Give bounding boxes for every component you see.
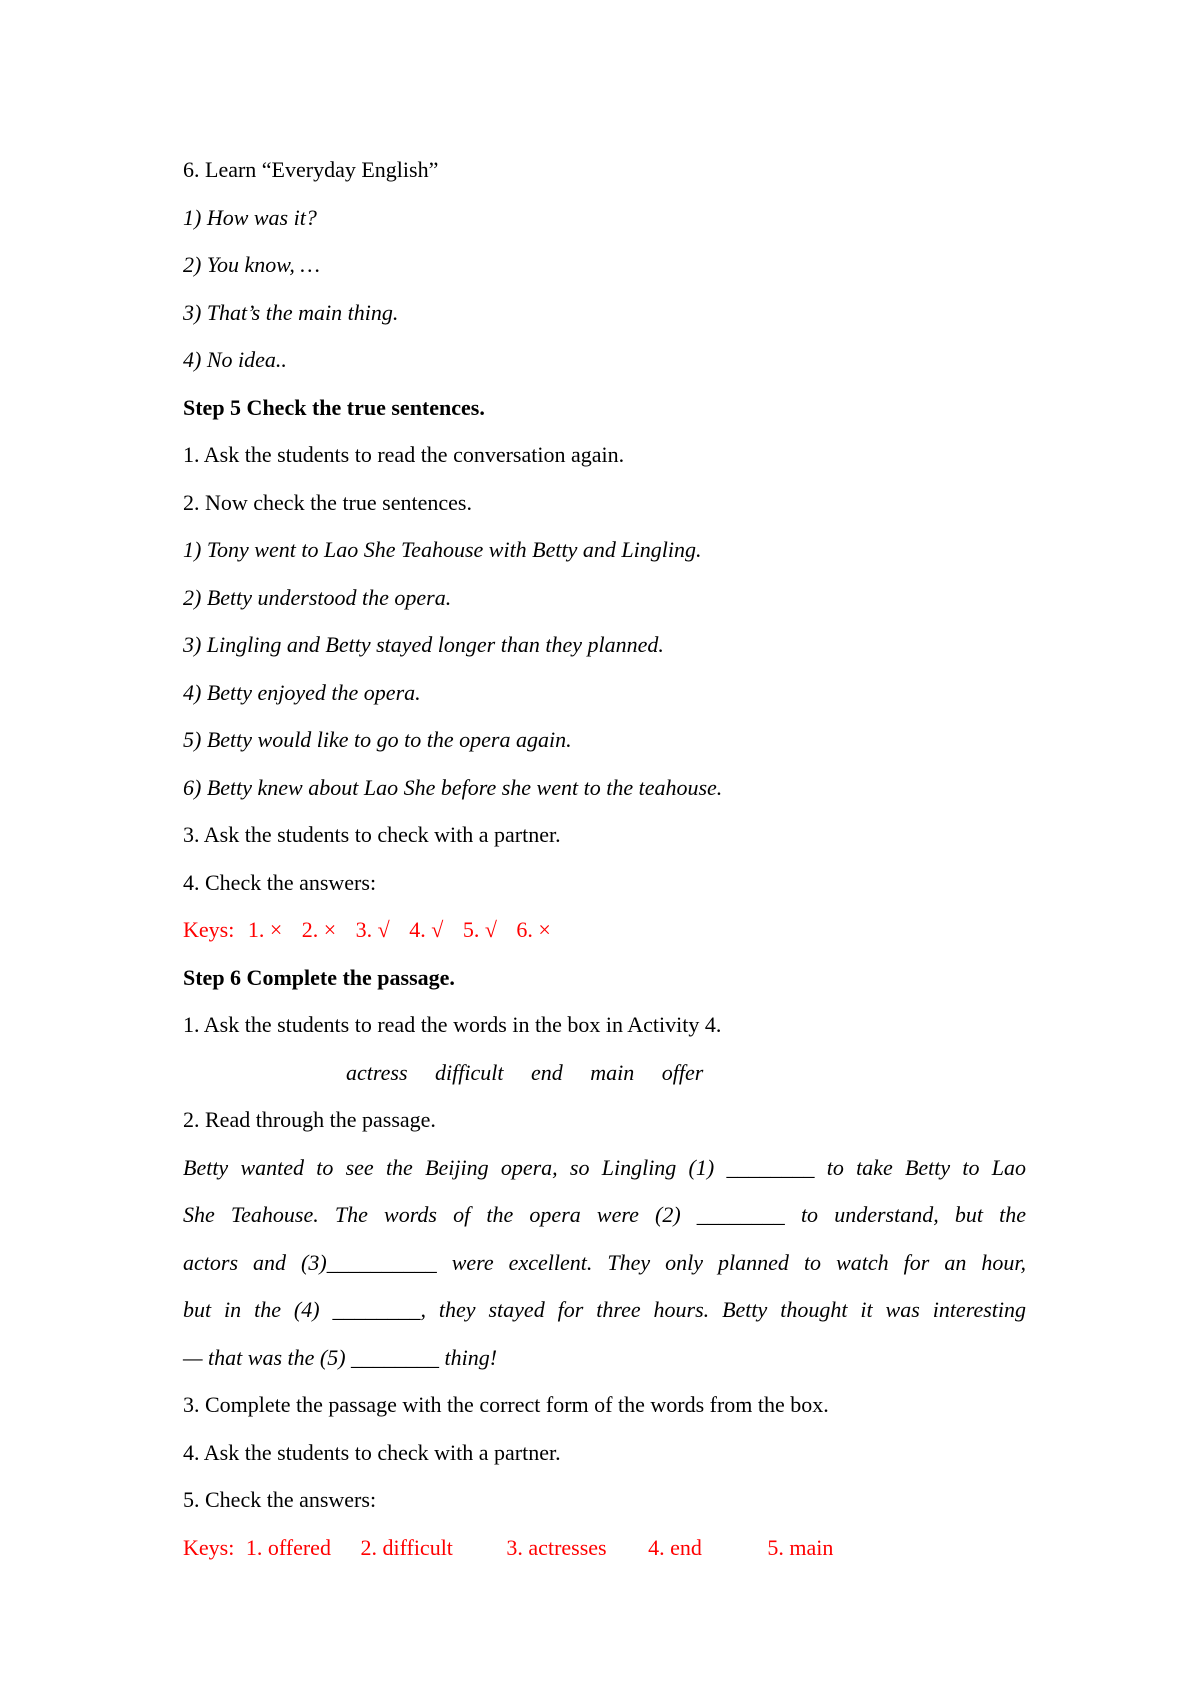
step5-instruction-1: 1. Ask the students to read the conversation again. xyxy=(183,442,625,467)
key-item: 2. difficult xyxy=(360,1535,453,1560)
step5-sentence-5: 5) Betty would like to go to the opera again. xyxy=(183,727,572,752)
word-box-item: end xyxy=(530,1060,563,1085)
passage-line-4: but in the (4) ________, they stayed for three hours. Betty thought it was interesting xyxy=(183,1297,1026,1322)
key-item: 5. main xyxy=(767,1535,834,1560)
everyday-item-1: 1) How was it? xyxy=(183,205,317,230)
step6-instruction-4: 4. Ask the students to check with a partner. xyxy=(183,1440,561,1465)
word-box-item: difficult xyxy=(435,1060,504,1085)
step5-sentence-6: 6) Betty knew about Lao She before she went to the teahouse. xyxy=(183,775,723,800)
everyday-item-4: 4) No idea.. xyxy=(183,347,287,372)
step6-instruction-5: 5. Check the answers: xyxy=(183,1487,377,1512)
step5-instruction-3: 3. Ask the students to check with a partner. xyxy=(183,822,561,847)
passage-line-5: — that was the (5) ________ thing! xyxy=(183,1345,498,1370)
step5-instruction-2: 2. Now check the true sentences. xyxy=(183,490,472,515)
passage-line-2: She Teahouse. The words of the opera were (2) ________ to understand, but the xyxy=(183,1202,1026,1227)
passage-line-1: Betty wanted to see the Beijing opera, so Lingling (1) ________ to take Betty to Lao xyxy=(183,1155,1026,1180)
keys-prefix: Keys: xyxy=(183,1535,235,1560)
everyday-heading: 6. Learn “Everyday English” xyxy=(183,157,439,182)
word-box-item: offer xyxy=(661,1060,704,1085)
passage-line-3: actors and (3)__________ were excellent. They only planned to watch for an hour, xyxy=(183,1250,1026,1275)
key-item: 4. √ xyxy=(409,917,444,942)
step5-instruction-4: 4. Check the answers: xyxy=(183,870,377,895)
key-item: 1. offered xyxy=(245,1535,331,1560)
step6-instruction-3: 3. Complete the passage with the correct form of the words from the box. xyxy=(183,1392,829,1417)
key-item: 4. end xyxy=(648,1535,702,1560)
key-item: 1. × xyxy=(247,917,283,942)
key-item: 3. √ xyxy=(355,917,390,942)
key-item: 2. × xyxy=(301,917,337,942)
word-box xyxy=(346,1059,725,1087)
everyday-item-2: 2) You know, … xyxy=(183,252,320,277)
step5-sentence-1: 1) Tony went to Lao She Teahouse with Betty and Lingling. xyxy=(183,537,702,562)
step6-instruction-2: 2. Read through the passage. xyxy=(183,1107,436,1132)
step6-heading: Step 6 Complete the passage. xyxy=(183,965,455,990)
key-item: 6. × xyxy=(516,917,551,942)
word-box-item: actress xyxy=(346,1060,408,1085)
key-item: 3. actresses xyxy=(506,1535,607,1560)
word-box-item: main xyxy=(590,1060,635,1085)
step6-answer-keys xyxy=(183,1534,833,1562)
step5-heading: Step 5 Check the true sentences. xyxy=(183,395,485,420)
step6-instruction-1: 1. Ask the students to read the words in the box in Activity 4. xyxy=(183,1012,722,1037)
step5-sentence-3: 3) Lingling and Betty stayed longer than they planned. xyxy=(183,632,664,657)
everyday-item-3: 3) That’s the main thing. xyxy=(183,300,399,325)
keys-prefix: Keys: xyxy=(183,917,235,942)
step5-answer-keys xyxy=(183,916,551,944)
step5-sentence-2: 2) Betty understood the opera. xyxy=(183,585,452,610)
key-item: 5. √ xyxy=(462,917,497,942)
step5-sentence-4: 4) Betty enjoyed the opera. xyxy=(183,680,421,705)
